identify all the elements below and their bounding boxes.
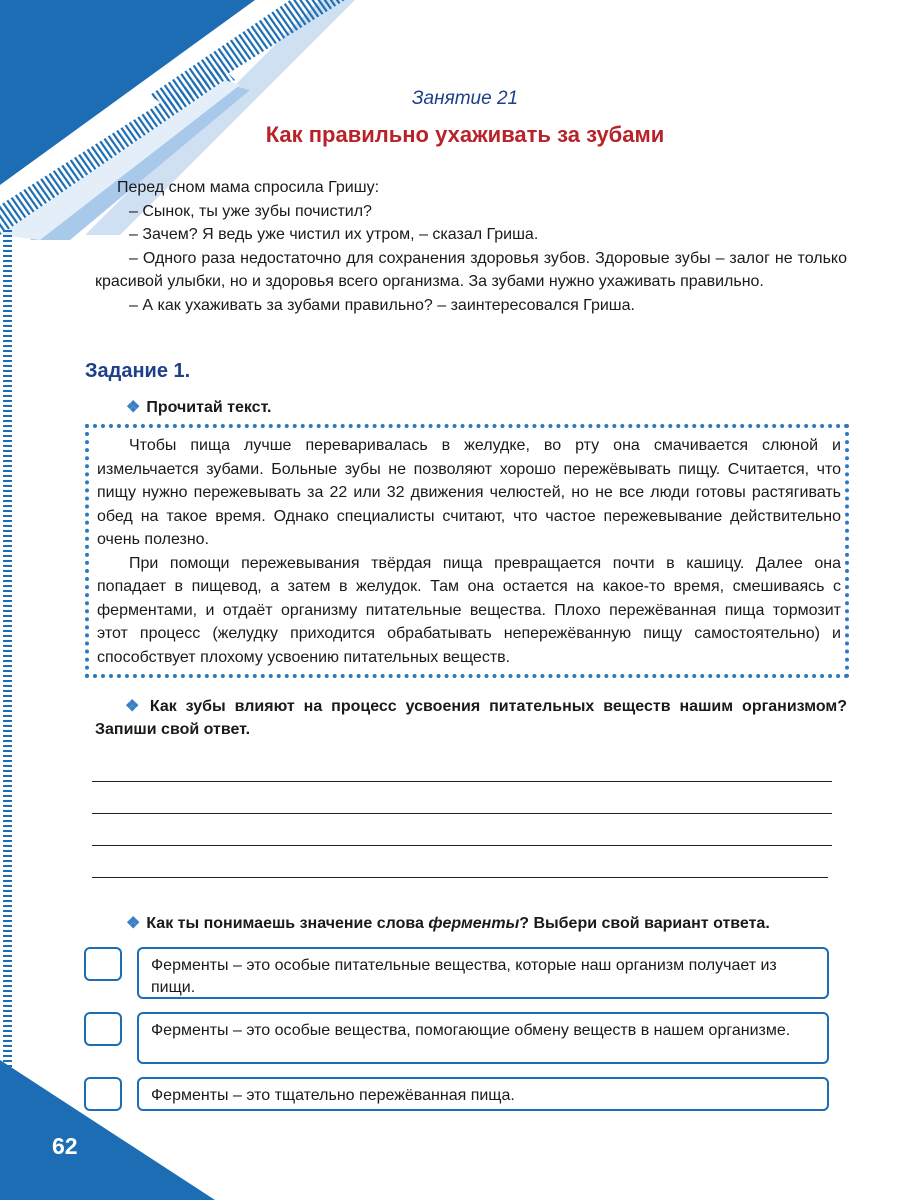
answer-line[interactable] — [92, 845, 832, 846]
story-line: Перед сном мама спросила Гришу: — [117, 179, 380, 196]
diamond-bullet-icon: ❖ — [125, 698, 144, 715]
question-1: ❖ Как зубы влияют на процесс усвоения питательных веществ нашим организмом? Запиши свой ответ. — [95, 698, 847, 738]
option-2-checkbox[interactable] — [84, 1012, 122, 1046]
left-margin-stripes — [3, 230, 12, 1110]
answer-line[interactable] — [92, 877, 828, 878]
story-text — [95, 176, 847, 317]
reading-paragraph: При помощи пережевывания твёрдая пища превращается почти в кашицу. Далее она попадает в пищевод, а затем в желудок. Там она остается на какое-то время, смешиваясь с ферментами, и отдаёт организму питательные вещества. Плохо пережёванная пища тормозит этот процесс (желудку приходится обрабатывать непережёванную пищу самостоятельно) и способствует плохому усвоению питательных веществ. — [97, 554, 841, 666]
story-line: – Зачем? Я ведь уже чистил их утром, – сказал Гриша. — [129, 226, 539, 243]
diamond-bullet-icon: ❖ — [126, 915, 141, 932]
lesson-label: Занятие 21 — [411, 88, 519, 109]
option-1-checkbox[interactable] — [84, 947, 122, 981]
option-3-checkbox[interactable] — [84, 1077, 122, 1111]
reading-text-box — [85, 424, 849, 678]
option-3[interactable]: Ферменты – это тщательно пережёванная пища. — [137, 1077, 829, 1111]
task-heading: Задание 1. — [85, 360, 191, 382]
answer-line[interactable] — [92, 813, 832, 814]
story-line: – А как ухаживать за зубами правильно? – заинтересовался Гриша. — [129, 296, 635, 314]
answer-line[interactable] — [92, 781, 832, 782]
reading-paragraph: Чтобы пища лучше переваривалась в желудке, во рту она смачивается слюной и измельчается зубами. Больные зубы не позволяют хорошо пережёвывать пищу. Считается, что пищу нужно пережевывать за 22 или 32 движения челюстей, но не все люди готовы растягивать обед на такое время. Однако специалисты считают, что частое пережевывание действительно очень полезно. — [97, 437, 841, 548]
question-2: ❖ Как ты понимаешь значение слова ферменты? Выбери свой вариант ответа. — [126, 915, 770, 932]
option-1[interactable]: Ферменты – это особые питательные вещества, которые наш организм получает из пищи. — [137, 947, 829, 999]
story-line: – Одного раза недостаточно для сохранения здоровья зубов. Здоровые зубы – залог не только красивой улыбки, но и здоровья всего организма. За зубами нужно ухаживать правильно. — [95, 249, 847, 290]
diamond-bullet-icon: ❖ — [126, 399, 141, 416]
option-2[interactable]: Ферменты – это особые вещества, помогающие обмену веществ в нашем организме. — [137, 1012, 829, 1064]
page-number: 62 — [52, 1133, 78, 1159]
read-instruction: ❖ Прочитай текст. — [126, 399, 272, 416]
term-fermenty: ферменты — [428, 915, 520, 932]
story-line: – Сынок, ты уже зубы почистил? — [129, 202, 372, 220]
page-title: Как правильно ухаживать за зубами — [265, 122, 665, 147]
